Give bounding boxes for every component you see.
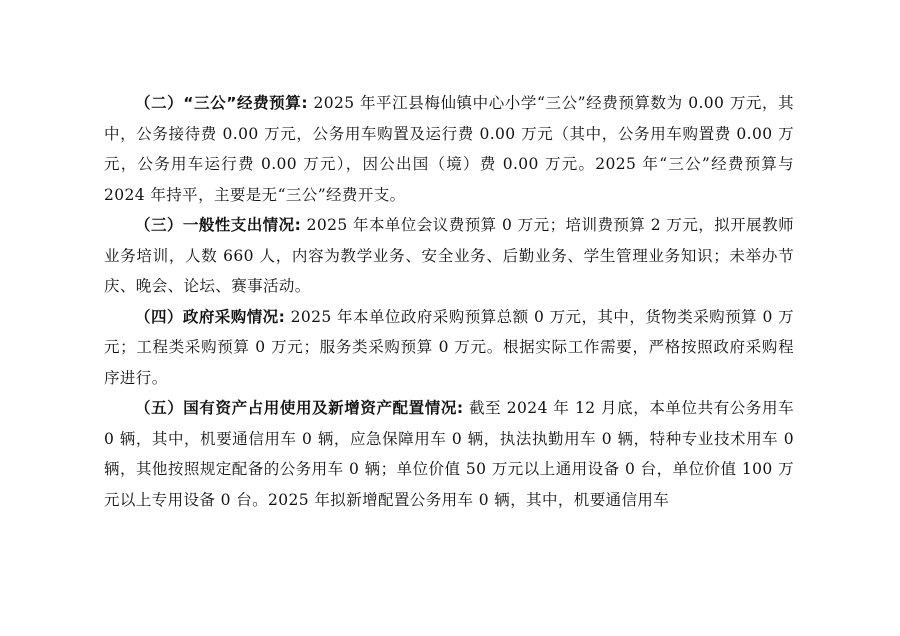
paragraph-general-expenditure [104, 210, 794, 302]
paragraph-text: 2025 年平江县梅仙镇中心小学“三公”经费预算数为 0.00 万元，其中，公务接待费 0.00 万元，公务用车购置及运行费 0.00 万元（其中，公务用车购置费 0.00 万元，公务用车运行费 0.00 万元），因公出国（境）费 0.00 万元。2025 年“三公”经费预算与 2024 年持平，主要是无“三公”经费开支。 [104, 94, 794, 204]
document-body [104, 88, 794, 515]
section-heading: （五）国有资产占用使用及新增资产配置情况: [135, 399, 464, 417]
section-heading: （四）政府采购情况: [135, 307, 286, 326]
paragraph-text: 2025 年本单位政府采购预算总额 0 万元，其中，货物类采购预算 0 万元；工程类采购预算 0 万元；服务类采购预算 0 万元。根据实际工作需要，严格按照政府采购程序进行。 [104, 307, 794, 387]
paragraph-government-procurement [104, 302, 794, 394]
paragraph-state-assets [104, 393, 794, 515]
paragraph-text: 截至 2024 年 12 月底，本单位共有公务用车 0 辆，其中，机要通信用车 0 辆，应急保障用车 0 辆，执法执勤用车 0 辆，特种专业技术用车 0 辆，其他按照规定配备的公务用车 0 辆；单位价值 50 万元以上通用设备 0 台，单位价值 100 万元以上专用设备 0 台。2025 年拟新增配置公务用车 0 辆，其中，机要通信用车 [104, 399, 794, 509]
paragraph-text: 2025 年本单位会议费预算 0 万元；培训费预算 2 万元，拟开展教师业务培训，人数 660 人，内容为教学业务、安全业务、后勤业务、学生管理业务知识；未举办节庆、晚会、论坛、赛事活动。 [104, 216, 794, 295]
section-heading: （三）一般性支出情况: [135, 216, 302, 234]
section-heading: （二）“三公”经费预算: [135, 94, 308, 112]
paragraph-san-gong-budget [104, 88, 794, 210]
